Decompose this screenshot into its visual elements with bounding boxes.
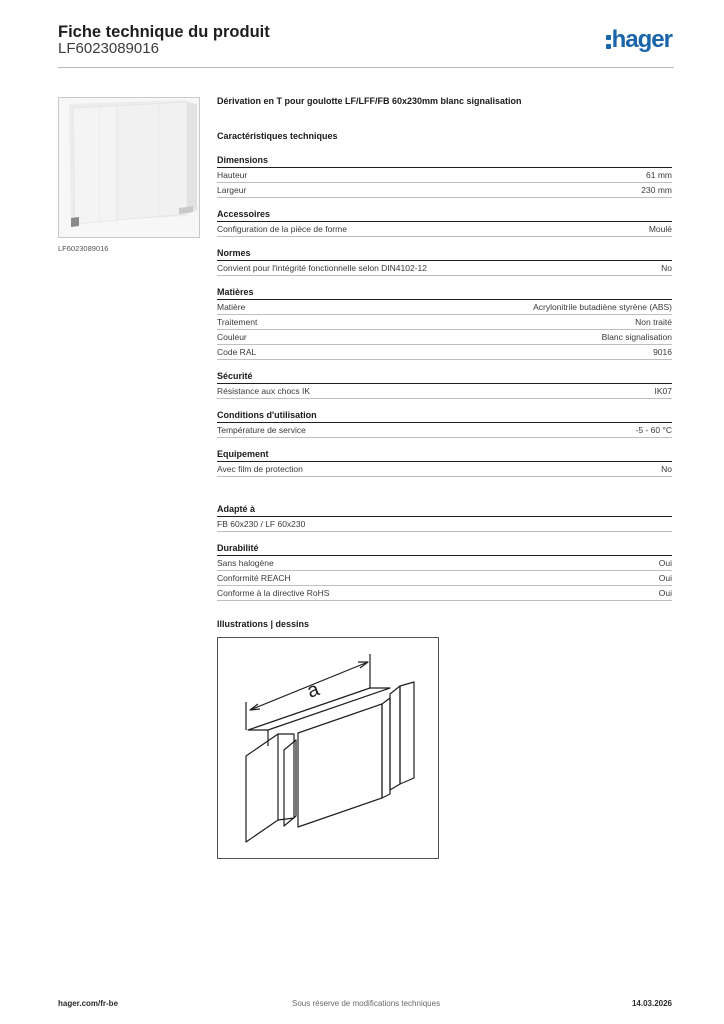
spec-label: Température de service [217,425,306,435]
group-title: Sécurité [217,367,672,384]
spec-label: Convient pour l'intégrité fonctionnelle selon DIN4102-12 [217,263,428,273]
spec-value: 230 mm [641,185,672,195]
technical-drawing [217,637,439,859]
spec-label: Traitement [217,317,258,327]
spec-group-durabilite [217,539,672,601]
spec-group-adapte [217,500,672,532]
group-title: Conditions d'utilisation [217,406,672,423]
spec-row [217,315,672,330]
spec-value: Oui [658,573,672,583]
product-image [58,97,200,238]
spec-label: Conformité REACH [217,573,291,583]
spec-row [217,586,672,601]
spec-row [217,423,672,438]
spec-label: Résistance aux chocs IK [217,386,311,396]
spec-value: Acrylonitrile butadiène styrène (ABS) [533,302,672,312]
group-title: Dimensions [217,151,672,168]
product-reference: LF6023089016 [58,40,159,57]
spec-value: -5 - 60 °C [635,425,672,435]
spec-value: IK07 [654,386,672,396]
footer-date: 14.03.2026 [631,999,672,1008]
spec-group-dimensions [217,151,672,198]
spec-row [217,222,672,237]
spec-row [217,330,672,345]
spec-label: Matière [217,302,246,312]
spec-label: Conforme à la directive RoHS [217,588,330,598]
technical-drawing-graphic [218,638,438,858]
spec-label: Code RAL [217,347,257,357]
spec-value: No [661,263,672,273]
spec-value: Non traité [635,317,672,327]
group-title: Accessoires [217,205,672,222]
spec-row [217,183,672,198]
group-title: Normes [217,244,672,261]
spec-label: Largeur [217,185,247,195]
spec-row [217,261,672,276]
spec-value: Moulé [648,224,672,234]
illustrations-title: Illustrations | dessins [217,619,310,629]
footer-website-link[interactable]: hager.com/fr-be [58,999,119,1008]
spec-row [217,556,672,571]
spec-value: 9016 [653,347,672,357]
spec-group-securite [217,367,672,399]
spec-label: Configuration de la pièce de forme [217,224,347,234]
spec-row [217,462,672,477]
product-photo-graphic [59,98,199,237]
spec-value: No [661,464,672,474]
product-name: Dérivation en T pour goulotte LF/LFF/FB 60x230mm blanc signalisation [217,96,522,106]
spec-row [217,345,672,360]
spec-group-normes [217,244,672,276]
spec-label: Hauteur [217,170,248,180]
page-header [58,20,674,68]
characteristics-title: Caractéristiques techniques [217,131,338,141]
group-title: Adapté à [217,500,672,517]
spec-group-equipement [217,445,672,477]
spec-row [217,300,672,315]
spec-value: Oui [658,588,672,598]
logo-colon-icon [606,35,611,49]
spec-value: Oui [658,558,672,568]
spec-group-accessoires [217,205,672,237]
spec-group-conditions [217,406,672,438]
spec-label: Sans halogène [217,558,274,568]
hager-logo [606,28,672,52]
spec-row [217,571,672,586]
spec-row [217,517,672,532]
spec-label: Couleur [217,332,247,342]
spec-row [217,384,672,399]
group-title: Matières [217,283,672,300]
spec-label: FB 60x230 / LF 60x230 [217,519,306,529]
spec-row [217,168,672,183]
product-image-caption: LF6023089016 [58,244,109,253]
document-title: Fiche technique du produit [58,23,270,41]
logo-text: hager [611,26,672,53]
dimension-label-a: a [304,678,323,703]
group-title: Equipement [217,445,672,462]
spec-list [217,151,672,601]
spec-value: Blanc signalisation [601,332,672,342]
footer-disclaimer: Sous réserve de modifications techniques [292,999,441,1008]
spec-group-matieres [217,283,672,360]
spec-value: 61 mm [646,170,672,180]
spec-label: Avec film de protection [217,464,303,474]
group-title: Durabilité [217,539,672,556]
